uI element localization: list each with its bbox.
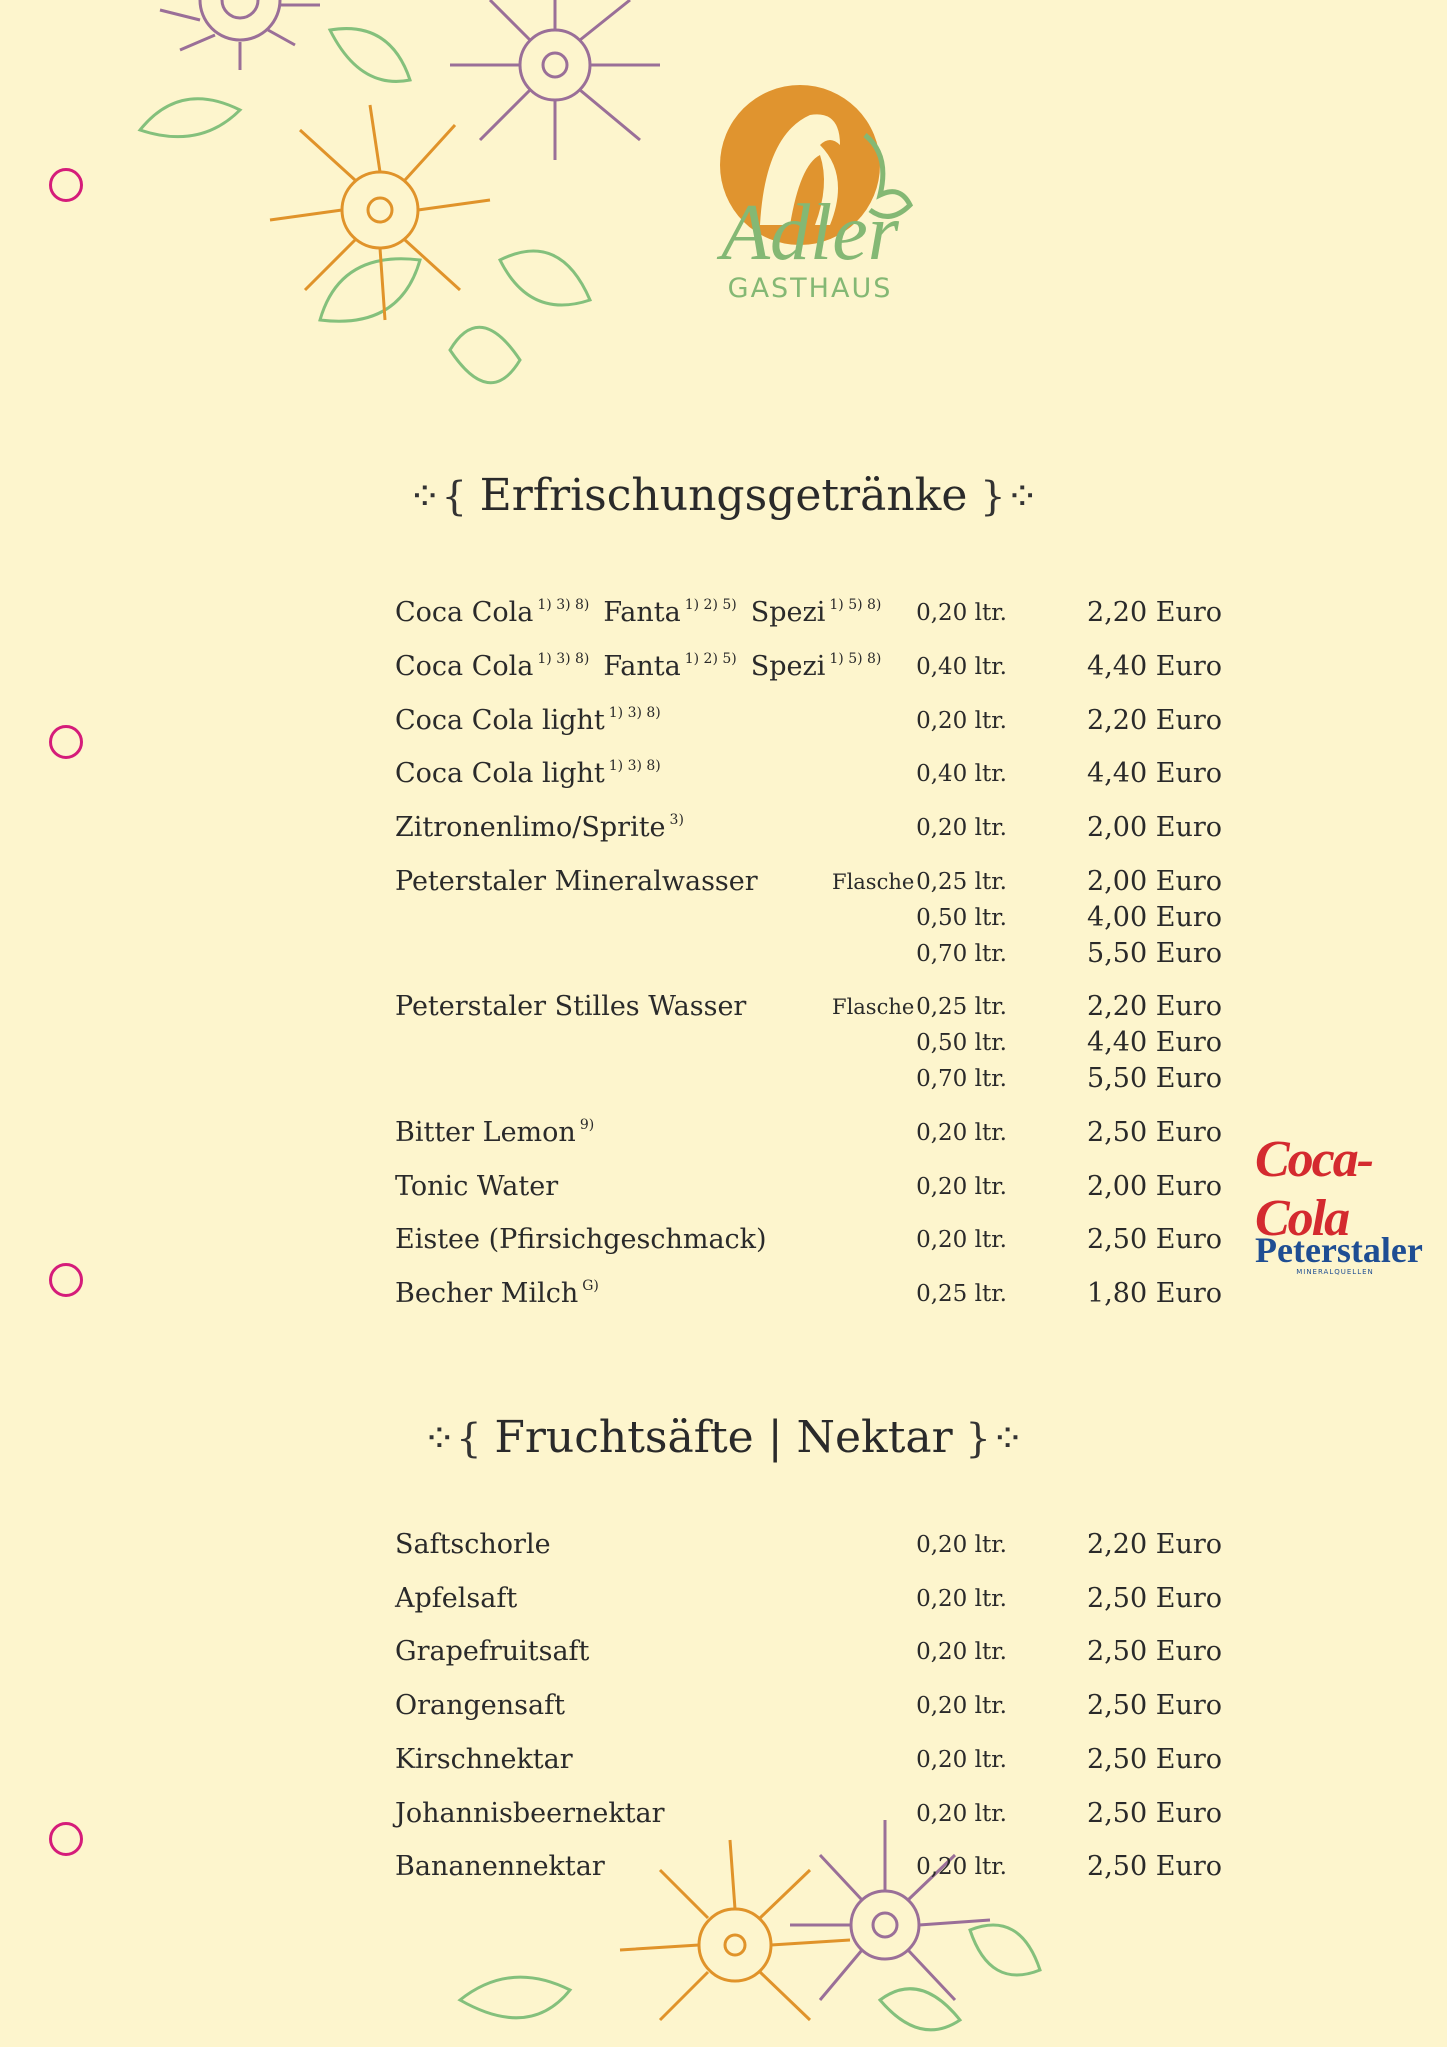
menu-row — [0, 1278, 1447, 1318]
item-name-text: Apfelsaft — [395, 1583, 518, 1614]
peterstaler-logo-sub: MINERALQUELLEN — [1296, 1268, 1374, 1276]
item-price: 2,50 Euro — [1087, 1690, 1222, 1721]
menu-row — [0, 938, 1447, 978]
item-name — [395, 1171, 558, 1202]
item-volume: 0,20 ltr. — [916, 1120, 1007, 1146]
item-name — [395, 1851, 605, 1882]
item-name-text: Saftschorle — [395, 1529, 551, 1560]
item-volume: 0,20 ltr. — [916, 1227, 1007, 1253]
item-volume: 0,20 ltr. — [916, 1747, 1007, 1773]
bottle-label: Flasche — [832, 870, 915, 894]
flower-decoration-top — [120, 0, 720, 420]
allergen-footnote: 1) 2) 5) — [684, 597, 737, 613]
item-price: 2,00 Euro — [1087, 866, 1222, 897]
item-name-text: Coca Cola light — [395, 705, 605, 736]
menu-row — [0, 1690, 1447, 1730]
item-volume: 0,20 ltr. — [916, 815, 1007, 841]
item-name — [395, 1690, 565, 1721]
item-name — [395, 1636, 589, 1667]
bottle-label: Flasche — [832, 995, 915, 1019]
item-price: 4,00 Euro — [1087, 902, 1222, 933]
allergen-footnote: 1) 3) 8) — [608, 758, 661, 774]
allergen-footnote: 1) 5) 8) — [829, 597, 882, 613]
item-price: 2,50 Euro — [1087, 1117, 1222, 1148]
allergen-footnote: 1) 5) 8) — [829, 651, 882, 667]
section-title-fruchtsaefte — [0, 1412, 1447, 1463]
menu-row — [0, 1636, 1447, 1676]
ornament-right-icon: }⁘ — [967, 474, 1040, 520]
item-name-text: Coca Cola — [395, 651, 534, 682]
allergen-footnote: 1) 3) 8) — [608, 705, 661, 721]
item-name-text: Fanta — [603, 651, 681, 682]
menu-row — [0, 758, 1447, 798]
section-title-text: Fruchtsäfte | Nektar — [494, 1412, 953, 1463]
item-price: 4,40 Euro — [1087, 651, 1222, 682]
item-price: 1,80 Euro — [1087, 1278, 1222, 1309]
section-title-text: Erfrischungsgetränke — [479, 470, 968, 521]
item-name — [395, 1529, 551, 1560]
item-volume: 0,70 ltr. — [916, 941, 1007, 967]
menu-row — [0, 1117, 1447, 1157]
allergen-footnote: 9) — [579, 1117, 595, 1133]
item-volume: 0,20 ltr. — [916, 1174, 1007, 1200]
item-price: 5,50 Euro — [1087, 938, 1222, 969]
item-price: 2,00 Euro — [1087, 1171, 1222, 1202]
item-name-text: Peterstaler Stilles Wasser — [395, 991, 747, 1022]
section-title-erfrischungsgetraenke — [0, 470, 1447, 521]
ornament-left-icon: ⁘{ — [422, 1416, 495, 1462]
item-name-text: Kirschnektar — [395, 1744, 573, 1775]
menu-row — [0, 1171, 1447, 1211]
menu-row — [0, 1744, 1447, 1784]
item-volume: 0,20 ltr. — [916, 708, 1007, 734]
item-name — [395, 1278, 599, 1309]
item-name-text: Spezi — [750, 651, 826, 682]
item-name — [395, 1224, 767, 1255]
item-price: 2,50 Euro — [1087, 1636, 1222, 1667]
item-name-text: Orangensaft — [395, 1690, 565, 1721]
item-name — [395, 651, 881, 682]
item-name-text: Spezi — [750, 597, 826, 628]
menu-row — [0, 866, 1447, 906]
item-price: 2,50 Euro — [1087, 1224, 1222, 1255]
item-price: 2,50 Euro — [1087, 1851, 1222, 1882]
item-volume: 0,20 ltr. — [916, 1854, 1007, 1880]
menu-row — [0, 705, 1447, 745]
item-name-text: Johannisbeernektar — [395, 1798, 665, 1829]
item-name-text: Tonic Water — [395, 1171, 559, 1202]
item-price: 2,50 Euro — [1087, 1798, 1222, 1829]
item-volume: 0,20 ltr. — [916, 1532, 1007, 1558]
item-price: 5,50 Euro — [1087, 1063, 1222, 1094]
allergen-footnote: 1) 2) 5) — [684, 651, 737, 667]
menu-row — [0, 812, 1447, 852]
item-volume: 0,20 ltr. — [916, 1586, 1007, 1612]
menu-row — [0, 1063, 1447, 1103]
logo-brand-text: Adler — [721, 189, 899, 277]
item-name — [395, 1583, 517, 1614]
item-name-text: Fanta — [603, 597, 681, 628]
item-name — [395, 597, 881, 628]
item-price: 2,20 Euro — [1087, 705, 1222, 736]
item-price: 4,40 Euro — [1087, 758, 1222, 789]
item-volume: 0,40 ltr. — [916, 654, 1007, 680]
item-name-text: Coca Cola — [395, 597, 534, 628]
item-name — [395, 991, 746, 1022]
item-price: 2,00 Euro — [1087, 812, 1222, 843]
menu-row — [0, 651, 1447, 691]
menu-row — [0, 1529, 1447, 1569]
item-name-text: Coca Cola light — [395, 758, 605, 789]
item-volume: 0,25 ltr. — [916, 994, 1007, 1020]
menu-row — [0, 1851, 1447, 1891]
item-name — [395, 1117, 594, 1148]
menu-row — [0, 991, 1447, 1031]
logo-sub-text: GASTHAUS — [727, 273, 893, 304]
item-volume: 0,50 ltr. — [916, 1030, 1007, 1056]
adler-logo — [690, 75, 930, 315]
item-price: 2,20 Euro — [1087, 1529, 1222, 1560]
item-price: 2,20 Euro — [1087, 991, 1222, 1022]
menu-row — [0, 1224, 1447, 1264]
item-name-text: Peterstaler Mineralwasser — [395, 866, 758, 897]
ornament-right-icon: }⁘ — [952, 1416, 1025, 1462]
allergen-footnote: 3) — [669, 812, 684, 828]
item-price: 2,50 Euro — [1087, 1583, 1222, 1614]
item-volume: 0,25 ltr. — [916, 869, 1007, 895]
item-name — [395, 812, 684, 843]
item-name — [395, 866, 758, 897]
punch-hole — [49, 168, 83, 202]
item-name-text: Zitronenlimo/Sprite — [395, 812, 666, 843]
menu-row — [0, 1027, 1447, 1067]
item-name — [395, 758, 661, 789]
item-name-text: Bitter Lemon — [395, 1117, 576, 1148]
item-volume: 0,70 ltr. — [916, 1066, 1007, 1092]
item-name-text: Becher Milch — [395, 1278, 579, 1309]
peterstaler-logo-text: Peterstaler — [1255, 1230, 1423, 1270]
item-price: 2,50 Euro — [1087, 1744, 1222, 1775]
item-name — [395, 705, 661, 736]
menu-row — [0, 1583, 1447, 1623]
item-name — [395, 1798, 665, 1829]
allergen-footnote: 1) 3) 8) — [537, 597, 590, 613]
ornament-left-icon: ⁘{ — [407, 474, 480, 520]
item-price: 4,40 Euro — [1087, 1027, 1222, 1058]
item-name-text: Bananennektar — [395, 1851, 605, 1882]
item-volume: 0,20 ltr. — [916, 1801, 1007, 1827]
menu-row — [0, 597, 1447, 637]
item-volume: 0,40 ltr. — [916, 761, 1007, 787]
menu-row — [0, 902, 1447, 942]
item-name-text: Eistee (Pfirsichgeschmack) — [395, 1224, 767, 1255]
item-volume: 0,20 ltr. — [916, 1639, 1007, 1665]
peterstaler-logo — [1255, 1230, 1423, 1276]
item-volume: 0,25 ltr. — [916, 1281, 1007, 1307]
item-price: 2,20 Euro — [1087, 597, 1222, 628]
item-name-text: Grapefruitsaft — [395, 1636, 590, 1667]
allergen-footnote: G) — [582, 1278, 599, 1294]
item-name — [395, 1744, 573, 1775]
item-volume: 0,20 ltr. — [916, 600, 1007, 626]
menu-row — [0, 1798, 1447, 1838]
coca-cola-logo: Coca-Cola — [1255, 1131, 1373, 1247]
item-volume: 0,50 ltr. — [916, 905, 1007, 931]
allergen-footnote: 1) 3) 8) — [537, 651, 590, 667]
item-volume: 0,20 ltr. — [916, 1693, 1007, 1719]
